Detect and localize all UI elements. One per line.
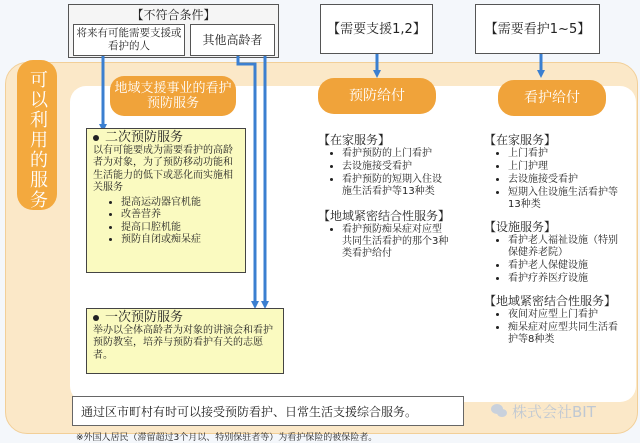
secondary-description: 以有可能要成为需要看护的高龄者为对象，为了预防移动功能和生活能力的低下或恶化而实施相关服务 xyxy=(93,144,233,193)
care-facility-heading: 【设施服务】 xyxy=(484,220,557,234)
other-elderly-box: 其他高龄者 xyxy=(190,24,275,56)
watermark-text: 株式会社BIT xyxy=(512,402,596,421)
care-local-item: • 痴呆症对应型共同生活看护等8种类 xyxy=(508,322,624,346)
secondary-item: • 提高口腔机能 xyxy=(121,222,239,235)
care-home-item: • 去设施接受看护 xyxy=(508,174,624,186)
prevention-services xyxy=(318,128,450,261)
support-level-box: 【需要支援1,2】 xyxy=(320,4,433,54)
conditions-header: 【不符合条件】 xyxy=(131,8,216,22)
footnote: ※外国人居民（滞留超过3个月以、特别保驻者等）为看护保险的被保险者。 xyxy=(76,433,378,443)
secondary-item: • 改善营养 xyxy=(121,209,239,222)
future-need-box: 将来有可能需要支援或看护的人 xyxy=(73,24,185,56)
prevention-home-item: • 看护预防的短期入住设施生活看护等13种类 xyxy=(342,174,450,198)
prevention-local-heading: 【地域紧密结合性服务】 xyxy=(318,209,451,223)
primary-description: 举办以全体高龄者为对象的讲演会和看护预防教室，培养与预防看护有关的志愿者。 xyxy=(93,324,273,361)
bullet-icon xyxy=(93,315,99,321)
bullet-icon xyxy=(93,135,99,141)
secondary-item: • 提高运动器官机能 xyxy=(121,197,239,210)
secondary-heading: 二次预防服务 xyxy=(105,130,184,145)
care-local-item: • 夜间对应型上门看护 xyxy=(508,309,624,321)
care-home-item: • 上门护理 xyxy=(508,161,624,173)
primary-heading: 一次预防服务 xyxy=(105,310,184,325)
care-home-item: • 短期入住设施生活看护等13种类 xyxy=(508,187,624,211)
care-home-item: • 上门看护 xyxy=(508,148,624,160)
care-facility-item: • 看护疗养医疗设施 xyxy=(508,273,624,285)
care-local-heading: 【地域紧密结合性服务】 xyxy=(484,294,617,308)
secondary-item: • 预防自闭或痴呆症 xyxy=(121,234,239,247)
care-benefit-title: 看护给付 xyxy=(498,80,606,116)
care-level-box: 【需要看护1~5】 xyxy=(475,4,600,54)
comprehensive-service-note: 通过区市町村有时可以接受预防看护、日常生活支援综合服务。 xyxy=(72,396,464,426)
care-facility-item: • 看护老人福祉设施（特别保健养老院） xyxy=(508,235,624,259)
prevention-benefit-title: 预防给付 xyxy=(318,78,436,114)
side-label: 可以利用的服务 xyxy=(17,60,57,210)
secondary-prevention-box xyxy=(86,128,246,273)
care-home-heading: 【在家服务】 xyxy=(484,133,557,147)
prevention-home-heading: 【在家服务】 xyxy=(318,133,391,147)
watermark xyxy=(490,400,632,422)
regional-support-title: 地域支援事业的看护预防服务 xyxy=(110,76,236,116)
prevention-home-item: • 去设施接受看护 xyxy=(342,161,450,173)
secondary-items xyxy=(93,197,239,247)
care-facility-item: • 看护老人保健设施 xyxy=(508,260,624,272)
care-services xyxy=(484,128,624,347)
wechat-icon xyxy=(490,402,508,420)
primary-prevention-box xyxy=(86,308,284,374)
prevention-local-item: • 看护预防痴呆症对应型共同生活看护的那个3种类看护给付 xyxy=(342,224,450,260)
prevention-home-item: • 看护预防的上门看护 xyxy=(342,148,450,160)
